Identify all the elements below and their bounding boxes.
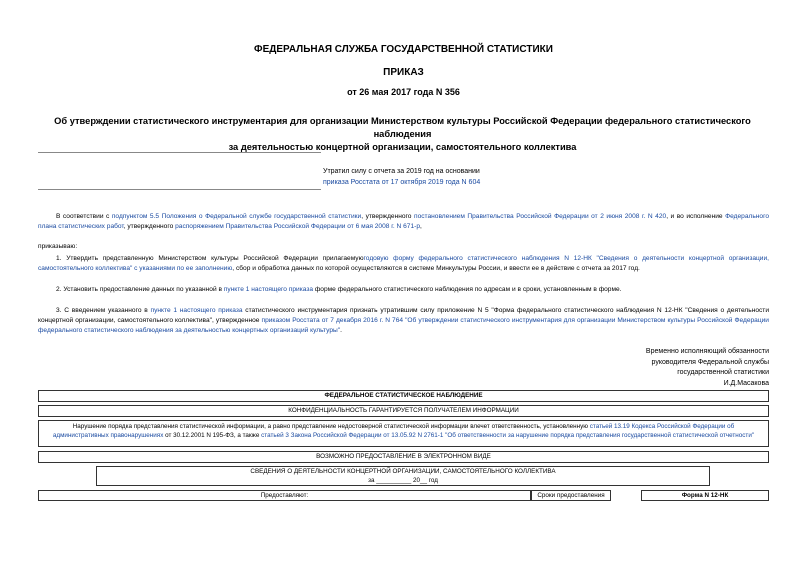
doc-title xyxy=(30,115,775,154)
form-observation-box: ФЕДЕРАЛЬНОЕ СТАТИСТИЧЕСКОЕ НАБЛЮДЕНИЕ xyxy=(38,390,769,402)
form-submitters-cell: Предоставляют: xyxy=(38,490,531,501)
preamble-text: В соответствии с xyxy=(56,213,112,220)
order-word: приказываю: xyxy=(38,243,78,250)
link-law-2761-1[interactable]: статьей 3 Закона Российской Федерации от 13.05.92 N 2761-1 "Об ответственности за нарушение порядка представления государственной статистической отчетности" xyxy=(261,431,755,439)
form-info-box xyxy=(96,466,710,486)
status-note xyxy=(323,166,480,188)
preamble-paragraph xyxy=(38,212,769,232)
preamble-text: , утвержденного xyxy=(123,223,176,230)
item-2 xyxy=(38,285,769,295)
signature-block xyxy=(646,347,769,389)
link-government-order[interactable]: распоряжением Правительства Российской Федерации от 6 мая 2008 г. N 671-р xyxy=(175,223,420,230)
divider-bottom xyxy=(38,189,321,190)
link-government-decree[interactable]: постановлением Правительства Российской Федерации от 2 июня 2008 г. N 420 xyxy=(414,213,667,220)
preamble-text: , утвержденного xyxy=(361,213,414,220)
status-note-link[interactable]: приказа Росстата от 17 октября 2019 года N 604 xyxy=(323,179,481,186)
item-1-text: 1. Утвердить представленную Министерством культуры Российской Федерации прилагаемую xyxy=(56,255,364,262)
item-3 xyxy=(38,306,769,336)
signature-line: государственной статистики xyxy=(677,369,769,376)
item-3-text: 3. С введением указанного в xyxy=(56,307,151,314)
status-note-text: Утратил силу с отчета за 2019 год на основании xyxy=(323,168,480,175)
form-confidential-box: КОНФИДЕНЦИАЛЬНОСТЬ ГАРАНТИРУЕТСЯ ПОЛУЧАТЕЛЕМ ИНФОРМАЦИИ xyxy=(38,405,769,417)
form-period: за __________ 20__ год xyxy=(368,476,438,484)
item-3-text: статистического инструментария признать утратившим силу приложение N 5 "Форма федерального статистического наблюдения N 12-НК "Сведения о деятельности концертной организации, самостоятельного коллектива", утвержденное xyxy=(38,307,769,324)
link-regulation[interactable]: подпунктом 5.5 Положения о Федеральной службе государственной статистики xyxy=(111,213,362,220)
link-item-1[interactable]: пункте 1 настоящего приказа xyxy=(223,286,314,293)
preamble-text: , и во исполнение xyxy=(666,213,723,220)
signature-line: руководителя Федеральной службы xyxy=(651,358,769,366)
link-form-12nk[interactable]: годовую форму федерального статистического наблюдения N 12-НК "Сведения о деятельности концертной организации, самостоятельного коллектива" с указаниями по ее заполнению xyxy=(38,255,769,272)
link-federal-plan[interactable]: Федерального плана статистических работ xyxy=(38,213,770,230)
link-rosstat-order-764[interactable]: приказом Росстата от 7 декабря 2016 г. N 764 "Об утверждении статистического инструментария для организации Министерством культуры Российской Федерации федерального статистического наблюдения за деятельностью концертных организаций культуры" xyxy=(38,317,769,334)
agency-name: ФЕДЕРАЛЬНАЯ СЛУЖБА ГОСУДАРСТВЕННОЙ СТАТИСТИКИ xyxy=(254,44,553,55)
liability-text: Нарушение порядка представления статистической информации, а равно представление недостоверной статистической информации влечет ответственность, установленную xyxy=(72,423,590,430)
form-deadline-cell: Сроки предоставления xyxy=(531,490,611,501)
item-2-text: форме федерального статистического наблюдения по адресам и в сроки, установленным в форме. xyxy=(313,286,622,293)
form-info-title: СВЕДЕНИЯ О ДЕЯТЕЛЬНОСТИ КОНЦЕРТНОЙ ОРГАНИЗАЦИИ, САМОСТОЯТЕЛЬНОГО КОЛЛЕКТИВА xyxy=(250,468,556,475)
form-electronic-box: ВОЗМОЖНО ПРЕДОСТАВЛЕНИЕ В ЭЛЕКТРОННОМ ВИДЕ xyxy=(38,451,769,463)
divider-top xyxy=(38,152,321,153)
doc-type: ПРИКАЗ xyxy=(383,67,424,78)
doc-date-number: от 26 мая 2017 года N 356 xyxy=(347,87,460,97)
liability-text: от 30.12.2001 N 195-ФЗ, а также xyxy=(163,431,262,439)
signature-name: И.Д.Масакова xyxy=(723,379,769,387)
link-koap-13-19[interactable]: статьей 13.19 Кодекса Российской Федерации об административных правонарушениях xyxy=(52,423,735,439)
doc-title-line1: Об утверждении статистического инструментария для организации Министерством культуры Российской Федерации федерального статистического наблюдения xyxy=(54,116,751,139)
preamble-text: , xyxy=(420,223,422,230)
item-1-text: , сбор и обработка данных по которой осуществляются в системе Минкультуры России, и ввести ее в действие с отчета за 2017 год. xyxy=(232,265,640,272)
form-number-cell: Форма N 12-НК xyxy=(641,490,769,501)
signature-line: Временно исполняющий обязанности xyxy=(645,348,769,355)
form-liability-box xyxy=(38,420,769,447)
doc-title-line2: за деятельностью концертной организации, самостоятельного коллектива xyxy=(228,142,577,152)
item-3-text: . xyxy=(340,327,342,334)
link-item-1[interactable]: пункте 1 настоящего приказа xyxy=(150,307,243,314)
item-1 xyxy=(38,254,769,274)
item-2-text: 2. Установить предоставление данных по указанной в xyxy=(56,286,224,293)
